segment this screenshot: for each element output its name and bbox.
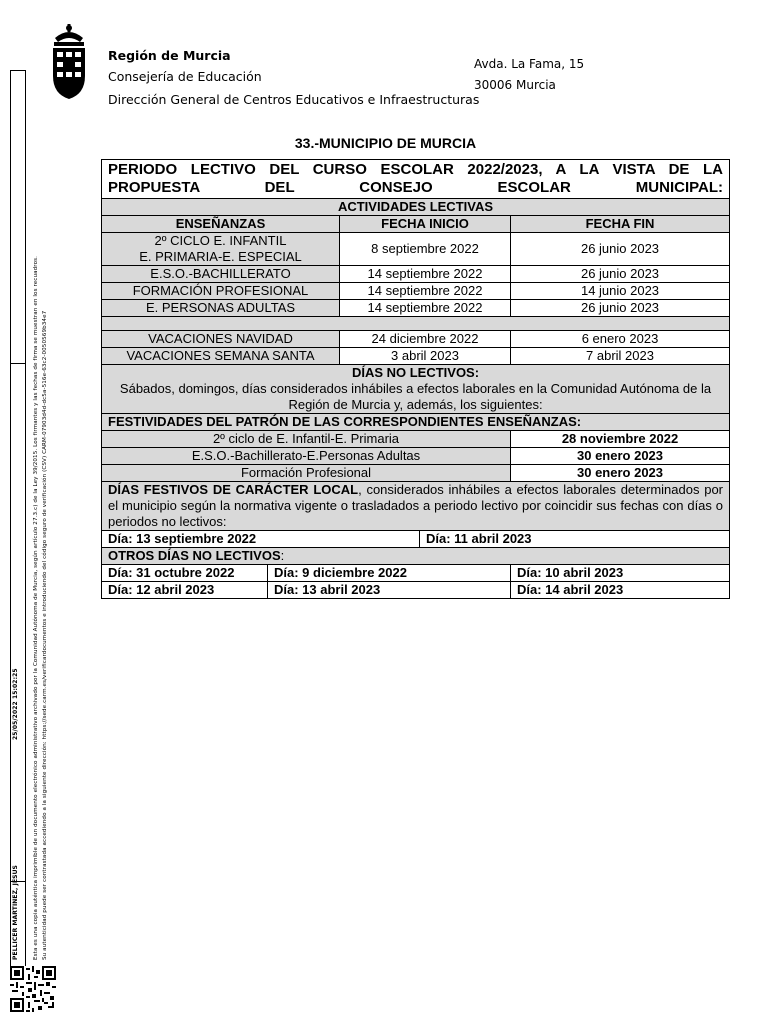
festivos-locales-row	[102, 482, 730, 531]
festividades-heading-row	[102, 414, 730, 431]
festivos-locales-text: , considerados inhábiles a efectos laborales determinados por el municipio según la normativa vigente o trasladados a periodo lectivo por coincidir sus fechas con días o periodos no lectivos:	[108, 482, 724, 529]
actividades-heading-row	[102, 199, 730, 216]
festividad-row	[102, 448, 730, 465]
ensenanza-name-line: 2º CICLO E. INFANTIL	[154, 233, 287, 248]
otro-dia: Día: 31 octubre 2022	[102, 565, 268, 582]
festividad-row	[102, 431, 730, 448]
signature-strip	[10, 70, 26, 968]
no-lectivos-row	[102, 365, 730, 414]
address-city: 30006 Murcia	[474, 78, 556, 92]
vacaciones-inicio: 3 abril 2023	[340, 348, 511, 365]
otros-heading: OTROS DÍAS NO LECTIVOS	[108, 548, 281, 563]
vacaciones-name: VACACIONES SEMANA SANTA	[102, 348, 340, 365]
festividad-name: Formación Profesional	[102, 465, 511, 482]
ensenanza-name-line: E. PRIMARIA-E. ESPECIAL	[139, 249, 302, 264]
org-directorate: Dirección General de Centros Educativos e Infraestructuras	[108, 92, 480, 107]
otros-days-row	[102, 565, 730, 582]
org-name: Región de Murcia	[108, 48, 231, 63]
otros-days-row	[102, 582, 730, 599]
otros-heading-row	[102, 548, 730, 565]
table-row	[102, 266, 730, 283]
no-lectivos-heading: DÍAS NO LECTIVOS:	[351, 365, 480, 380]
ensenanza-name: FORMACIÓN PROFESIONAL	[102, 283, 340, 300]
fecha-inicio: 14 septiembre 2022	[340, 283, 511, 300]
festivo-local-day: Día: 11 abril 2023	[420, 531, 730, 548]
festividad-date: 30 enero 2023	[511, 448, 730, 465]
otro-dia: Día: 13 abril 2023	[268, 582, 511, 599]
verification-qr-code	[10, 966, 56, 1012]
festividad-date: 30 enero 2023	[511, 465, 730, 482]
col-fecha-inicio: FECHA INICIO	[340, 216, 511, 233]
festivos-locales-heading: DÍAS FESTIVOS DE CARÁCTER LOCAL	[108, 482, 359, 497]
vacaciones-inicio: 24 diciembre 2022	[340, 331, 511, 348]
ensenanza-name: E. PERSONAS ADULTAS	[102, 300, 340, 317]
organization-block	[108, 48, 479, 107]
otro-dia: Día: 10 abril 2023	[511, 565, 730, 582]
no-lectivos-cell	[102, 365, 730, 414]
actividades-header-row	[102, 216, 730, 233]
vacaciones-fin: 7 abril 2023	[511, 348, 730, 365]
fecha-inicio: 14 septiembre 2022	[340, 300, 511, 317]
document-title: 33.-MUNICIPIO DE MURCIA	[294, 135, 477, 151]
festivos-locales-cell	[102, 482, 730, 531]
festivos-locales-days-row	[102, 531, 730, 548]
fecha-inicio: 8 septiembre 2022	[340, 233, 511, 266]
signature-timestamp: 25/05/2022 15:02:25	[12, 668, 19, 740]
col-fecha-fin: FECHA FIN	[511, 216, 730, 233]
festividad-name: 2º ciclo de E. Infantil-E. Primaria	[102, 431, 511, 448]
intro-text: PERIODO LECTIVO DEL CURSO ESCOLAR 2022/2023, A LA VISTA DE LA PROPUESTA DEL CONSEJO ESCOLAR MUNICIPAL:	[102, 160, 730, 199]
ensenanza-name	[102, 233, 340, 266]
col-ensenanzas: ENSEÑANZAS	[102, 216, 340, 233]
otros-heading-cell	[102, 548, 730, 565]
no-lectivos-text: Sábados, domingos, días considerados inhábiles a efectos laborales en la Comunidad Autónoma de la Región de Murcia y, además, los siguientes:	[119, 381, 712, 412]
address-street: Avda. La Fama, 15	[474, 57, 585, 71]
fecha-fin: 14 junio 2023	[511, 283, 730, 300]
vacaciones-name: VACACIONES NAVIDAD	[102, 331, 340, 348]
fecha-fin: 26 junio 2023	[511, 266, 730, 283]
fecha-inicio: 14 septiembre 2022	[340, 266, 511, 283]
festividad-row	[102, 465, 730, 482]
festividades-heading: FESTIVIDADES DEL PATRÓN DE LAS CORRESPONDIENTES ENSEÑANZAS:	[102, 414, 730, 431]
ensenanza-name: E.S.O.-BACHILLERATO	[102, 266, 340, 283]
festivo-local-day: Día: 13 septiembre 2022	[102, 531, 420, 548]
signer-name: PELLICER MARTINEZ, JESUS	[12, 865, 19, 960]
calendar-table	[101, 159, 730, 599]
festividad-date: 28 noviembre 2022	[511, 431, 730, 448]
org-department: Consejería de Educación	[108, 69, 262, 84]
spacer-row	[102, 317, 730, 331]
otro-dia: Día: 9 diciembre 2022	[268, 565, 511, 582]
table-row	[102, 283, 730, 300]
region-crest-logo	[47, 24, 91, 100]
strip-divider	[11, 363, 25, 364]
otro-dia: Día: 12 abril 2023	[102, 582, 268, 599]
legal-notice-line1: Esta es una copia auténtica imprimible de un documento electrónico administrativo archivado por la Comunidad Autónoma de Murcia, según artículo 27.3.c) de la Ley 39/2015. Los firmantes y las fechas de firma se muestran en los recuadros.	[33, 256, 39, 960]
spacer-cell	[102, 317, 730, 331]
table-row	[102, 233, 730, 266]
vacaciones-row	[102, 331, 730, 348]
fecha-fin: 26 junio 2023	[511, 233, 730, 266]
table-row	[102, 300, 730, 317]
vacaciones-fin: 6 enero 2023	[511, 331, 730, 348]
vacaciones-row	[102, 348, 730, 365]
address-block	[474, 54, 584, 96]
legal-notice-line2: Su autenticidad puede ser contrastada accediendo a la siguiente dirección: https://sede.carm.es/verificardocumentos e introduciendo del código seguro de verificación (CSV) CARM-07903d4d-dc5a-516e-63c2-0050569b34e7	[42, 310, 48, 960]
festividad-name: E.S.O.-Bachillerato-E.Personas Adultas	[102, 448, 511, 465]
otros-colon: :	[280, 548, 285, 563]
intro-row	[102, 160, 730, 199]
fecha-fin: 26 junio 2023	[511, 300, 730, 317]
actividades-heading: ACTIVIDADES LECTIVAS	[102, 199, 730, 216]
otro-dia: Día: 14 abril 2023	[511, 582, 730, 599]
